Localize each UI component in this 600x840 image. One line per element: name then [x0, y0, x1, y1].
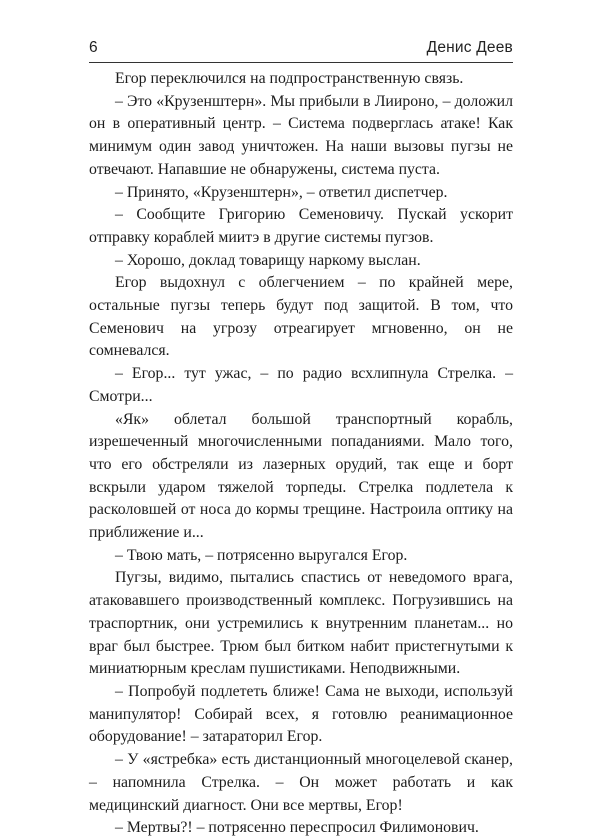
author-name: Денис Деев	[426, 39, 513, 56]
paragraph: Егор выдохнул с облегчением – по крайней мере, остальные пугзы теперь будут под защитой. В том, что Семенович на угрозу отреагирует мгновенно, он не сомневался.	[89, 274, 513, 360]
running-header	[89, 38, 513, 63]
book-page	[89, 38, 513, 840]
paragraph: – Твою мать, – потрясенно выругался Егор.	[115, 546, 408, 564]
paragraph: – Мертвы?! – потрясенно переспросил Филимонович.	[115, 819, 479, 837]
paragraph: Пугзы, видимо, пытались спастись от неведомого врага, атаковавшего производственный комплекс. Погрузившись на траспортник, они устремились к внутренним планетам... но враг был быстрее. Трюм был битком набит пристегнутыми к миниатюрным креслам пушистиками. Неподвижными.	[89, 569, 513, 678]
body-text	[89, 68, 513, 840]
paragraph: – Это «Крузенштерн». Мы прибыли в Лиироно, – доложил он в оперативный центр. – Система подверглась атаке! Как минимум один завод уничтожен. На наши вызовы пугзы не отвечают. Напавшие не обнаружены, система пуста.	[89, 92, 513, 178]
page-number: 6	[89, 39, 98, 56]
paragraph: – Егор... тут ужас, – по радио всхлипнула Стрелка. – Смотри...	[89, 365, 513, 405]
paragraph: – Хорошо, доклад товарищу наркому выслан.	[115, 251, 421, 269]
paragraph: – Сообщите Григорию Семеновичу. Пускай ускорит отправку кораблей миитэ в другие системы пугзов.	[89, 206, 513, 246]
paragraph: – У «ястребка» есть дистанционный многоцелевой сканер, – напомнила Стрелка. – Он может работать и как медицинский диагност. Они все мертвы, Егор!	[89, 751, 513, 814]
paragraph: Егор переключился на подпространственную связь.	[115, 70, 464, 87]
paragraph: – Попробуй подлететь ближе! Сама не выходи, используй манипулятор! Собирай всех, я готовлю реанимационное оборудование! – затараторил Егор.	[89, 682, 513, 746]
paragraph: «Як» облетал большой транспортный корабль, изрешеченный многочисленными попаданиями. Мало того, что его обстреляли из лазерных орудий, так еще и борт вскрыли ударом тяжелой торпеды. Стрелка подлетела к расколовшей от носа до кормы трещине. Настроила оптику на приближение и...	[89, 410, 513, 542]
paragraph: – Принято, «Крузенштерн», – ответил диспетчер.	[115, 183, 448, 201]
